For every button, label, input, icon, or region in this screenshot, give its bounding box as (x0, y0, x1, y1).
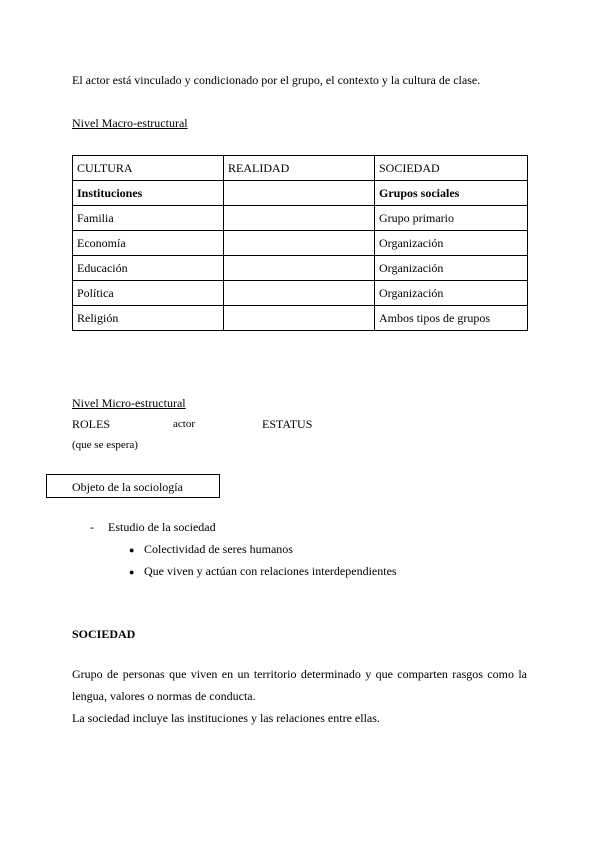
objeto-box-label: Objeto de la sociología (72, 480, 183, 494)
roles-label: ROLES (72, 417, 111, 431)
table-cell: Grupos sociales (375, 181, 528, 206)
macro-heading: Nivel Macro-estructural (72, 116, 188, 130)
table-cell: Grupo primario (375, 206, 528, 231)
table-cell: Economía (73, 231, 224, 256)
estatus-label: ESTATUS (262, 417, 313, 431)
table-cell: Instituciones (73, 181, 224, 206)
objeto-box (46, 474, 220, 498)
table-cell: Religión (73, 306, 224, 331)
list-item: Colectividad de seres humanos (144, 542, 293, 556)
sociedad-title: SOCIEDAD (72, 627, 136, 641)
table-row (73, 181, 528, 206)
table-cell: Familia (73, 206, 224, 231)
bullet-icon: ● (129, 545, 135, 555)
table-row (73, 256, 528, 281)
table-header-cell: CULTURA (73, 156, 224, 181)
table-row (73, 206, 528, 231)
table-cell (224, 206, 375, 231)
micro-heading: Nivel Micro-estructural (72, 396, 186, 410)
table-cell: Política (73, 281, 224, 306)
table-header-row (73, 156, 528, 181)
table-cell: Educación (73, 256, 224, 281)
intro-text: El actor está vinculado y condicionado por el grupo, el contexto y la cultura de clase. (72, 73, 481, 87)
table-header-cell: REALIDAD (224, 156, 375, 181)
table-row (73, 281, 528, 306)
table-cell: Organización (375, 281, 528, 306)
dash-marker: - (90, 520, 94, 534)
table-row (73, 306, 528, 331)
objeto-item: Estudio de la sociedad (108, 520, 216, 534)
sociedad-para2: La sociedad incluye las instituciones y las relaciones entre ellas. (72, 711, 380, 725)
table-cell (224, 231, 375, 256)
bullet-icon: ● (129, 567, 135, 577)
table-header-cell: SOCIEDAD (375, 156, 528, 181)
sociedad-para1-line1: Grupo de personas que viven en un territorio determinado y que comparten rasgos como la (72, 667, 527, 681)
sociedad-para1-line2: lengua, valores o normas de conducta. (72, 689, 256, 703)
table-cell (224, 181, 375, 206)
macro-table (72, 155, 528, 331)
list-item: Que viven y actúan con relaciones interdependientes (144, 564, 397, 578)
table-cell: Organización (375, 256, 528, 281)
actor-label: actor (173, 418, 195, 430)
roles-note: (que se espera) (72, 439, 138, 451)
table-cell (224, 306, 375, 331)
table-cell (224, 256, 375, 281)
table-cell (224, 281, 375, 306)
table-cell: Organización (375, 231, 528, 256)
table-row (73, 231, 528, 256)
table-cell: Ambos tipos de grupos (375, 306, 528, 331)
